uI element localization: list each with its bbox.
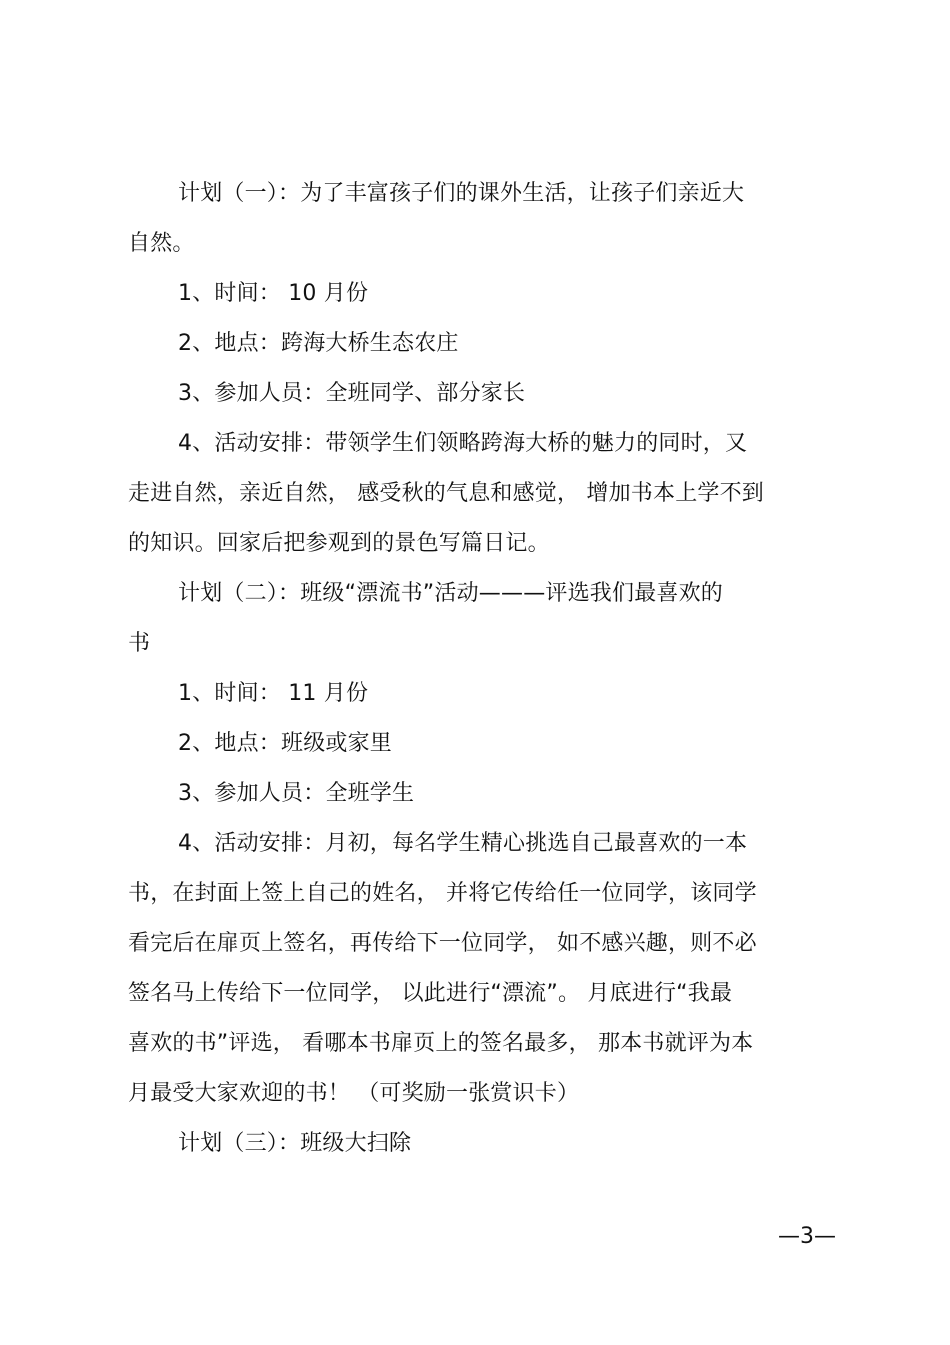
- plan-1-place: 2、地点：跨海大桥生态农庄: [178, 331, 459, 356]
- plan-2-heading-cont: 书: [128, 631, 151, 656]
- page-number: —3—: [778, 1224, 836, 1249]
- plan-2-time: 1、时间： 11 月份: [178, 681, 369, 706]
- plan-3-heading: 计划（三）：班级大扫除: [178, 1131, 412, 1156]
- plan-2-arrangement-cont-1: 书，在封面上签上自己的姓名， 并将它传给任一位同学，该同学: [128, 881, 757, 906]
- plan-2-arrangement-cont-5: 月最受大家欢迎的书！ （可奖励一张赏识卡）: [128, 1081, 580, 1106]
- plan-2-participants: 3、参加人员：全班学生: [178, 781, 415, 806]
- plan-1-heading-cont: 自然。: [128, 231, 195, 256]
- plan-1-time: 1、时间： 10 月份: [178, 281, 369, 306]
- plan-2-place: 2、地点：班级或家里: [178, 731, 392, 756]
- plan-2-arrangement-cont-2: 看完后在扉页上签名，再传给下一位同学， 如不感兴趣，则不必: [128, 931, 757, 956]
- plan-1-arrangement-cont-1: 走进自然，亲近自然， 感受秋的气息和感觉， 增加书本上学不到: [128, 481, 764, 506]
- plan-1-participants: 3、参加人员：全班同学、部分家长: [178, 381, 526, 406]
- plan-1-arrangement: 4、活动安排：带领学生们领略跨海大桥的魅力的同时，又: [178, 431, 748, 456]
- plan-2-arrangement-cont-3: 签名马上传给下一位同学， 以此进行“漂流”。 月底进行“我最: [128, 981, 733, 1006]
- plan-2-arrangement: 4、活动安排：月初，每名学生精心挑选自己最喜欢的一本: [178, 831, 748, 856]
- plan-2-heading: 计划（二）：班级“漂流书”活动———评选我们最喜欢的: [178, 581, 723, 606]
- plan-1-heading: 计划（一）：为了丰富孩子们的课外生活，让孩子们亲近大: [178, 181, 745, 206]
- plan-1-arrangement-cont-2: 的知识。回家后把参观到的景色写篇日记。: [128, 531, 550, 556]
- plan-2-arrangement-cont-4: 喜欢的书”评选， 看哪本书扉页上的签名最多， 那本书就评为本: [128, 1031, 754, 1056]
